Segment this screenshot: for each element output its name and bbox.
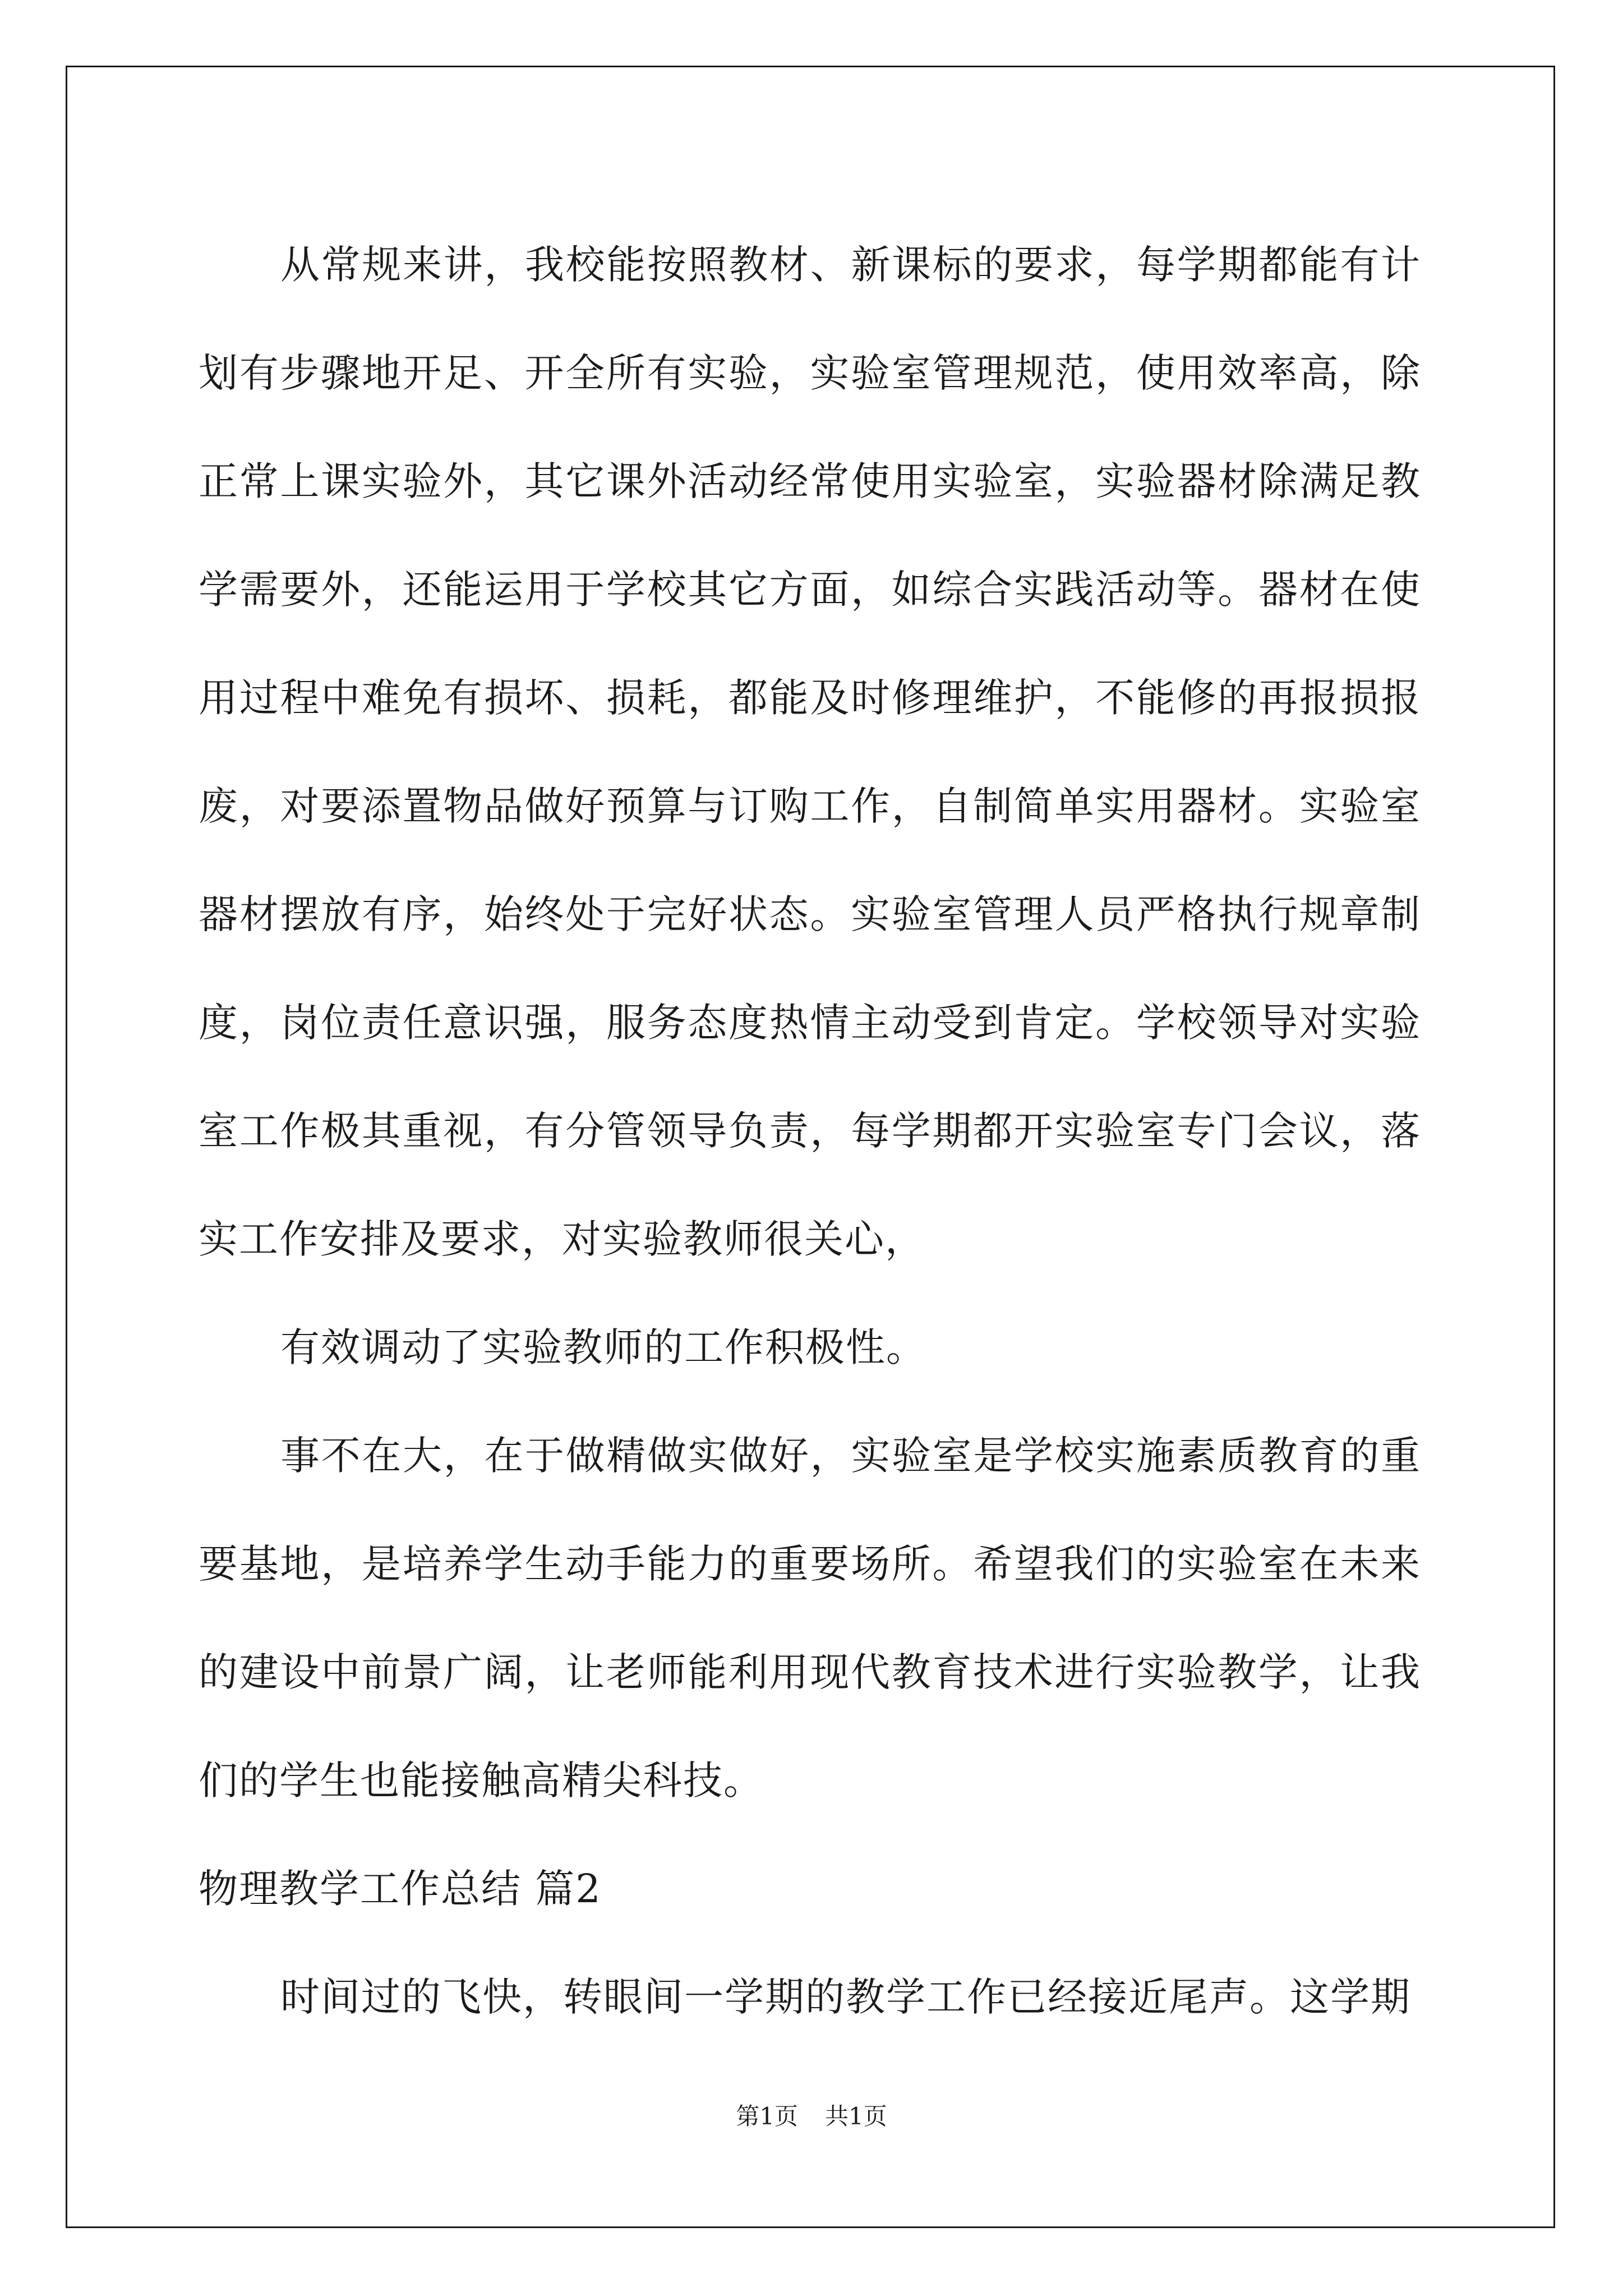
paragraph-4: 时间过的飞快，转眼间一学期的教学工作已经接近尾声。这学期 xyxy=(280,1974,1411,2020)
section-heading: 物理教学工作总结 篇2 xyxy=(199,1866,602,1912)
paragraph-3: 事不在大，在于做精做实做好，实验室是学校实施素质教育的重要基地，是培养学生动手能力的重要场所。希望我们的实验室在未来的建设中前景广阔，让老师能利用现代教育技术进行实验教学，让我们的学生也能接触高精尖科技。 xyxy=(199,1433,1421,1803)
document-body xyxy=(199,211,1421,2051)
page-total: 共1页 xyxy=(825,2102,887,2130)
page-footer xyxy=(0,2098,1623,2132)
paragraph-2: 有效调动了实验教师的工作积极性。 xyxy=(280,1324,926,1370)
page-number: 第1页 xyxy=(736,2102,798,2130)
paragraph-1: 从常规来讲，我校能按照教材、新课标的要求，每学期都能有计划有步骤地开足、开全所有实验，实验室管理规范，使用效率高，除正常上课实验外，其它课外活动经常使用实验室，实验器材除满足教学需要外，还能运用于学校其它方面，如综合实践活动等。器材在使用过程中难免有损坏、损耗，都能及时修理维护，不能修的再报损报废，对要添置物品做好预算与订购工作，自制简单实用器材。实验室器材摆放有序，始终处于完好状态。实验室管理人员严格执行规章制度，岗位责任意识强，服务态度热情主动受到肯定。学校领导对实验室工作极其重视，有分管领导负责，每学期都开实验室专门会议，落实工作安排及要求，对实验教师很关心， xyxy=(199,242,1421,1262)
